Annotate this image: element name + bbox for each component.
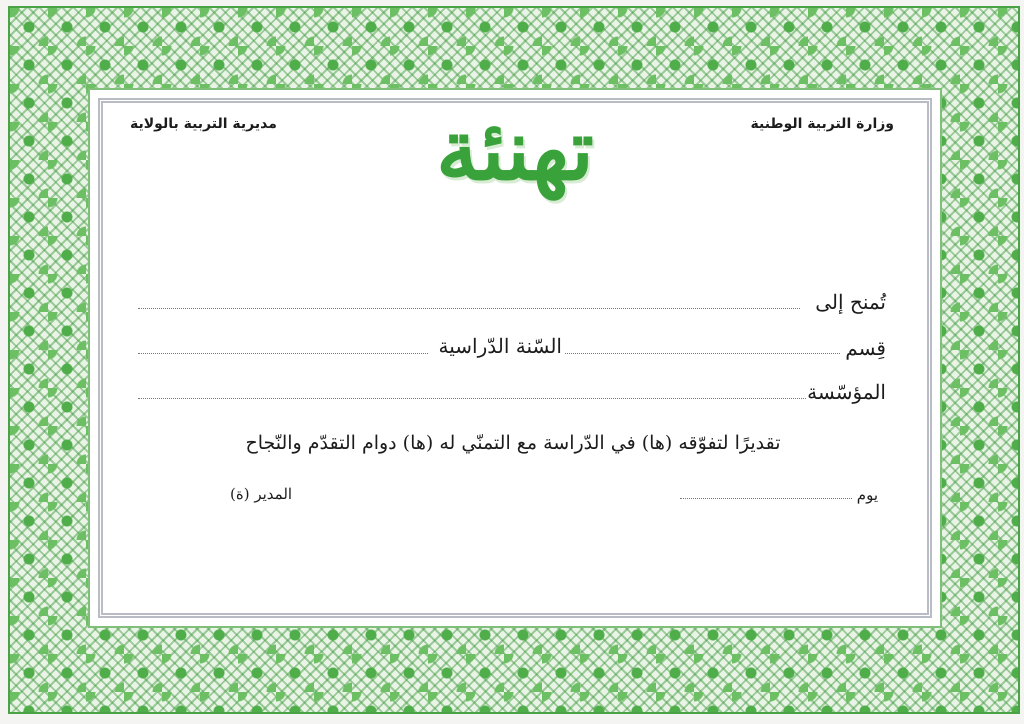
awarded-to-field[interactable] <box>138 308 800 309</box>
day-field[interactable] <box>680 498 852 499</box>
director-signature-label: المدير (ة) <box>230 485 293 503</box>
institution-label: المؤسّسة <box>807 380 886 404</box>
congratulation-message: تقديرًا لتفوّقه (ها) في الدّراسة مع التمنّي له (ها) دوام التقدّم والنّجاح <box>245 432 781 454</box>
school-year-field[interactable] <box>138 353 428 354</box>
class-field[interactable] <box>565 353 840 354</box>
class-label: قِسم <box>845 336 886 360</box>
awarded-to-label: تُمنح إلى <box>815 290 886 314</box>
certificate-title: تهنئة <box>436 100 594 199</box>
day-label: يوم <box>856 486 878 504</box>
ministry-header: وزارة التربية الوطنية <box>750 116 894 132</box>
institution-field[interactable] <box>138 398 806 399</box>
directorate-header: مديرية التربية بالولاية <box>130 116 277 132</box>
school-year-label: السّنة الدّراسية <box>438 334 562 358</box>
